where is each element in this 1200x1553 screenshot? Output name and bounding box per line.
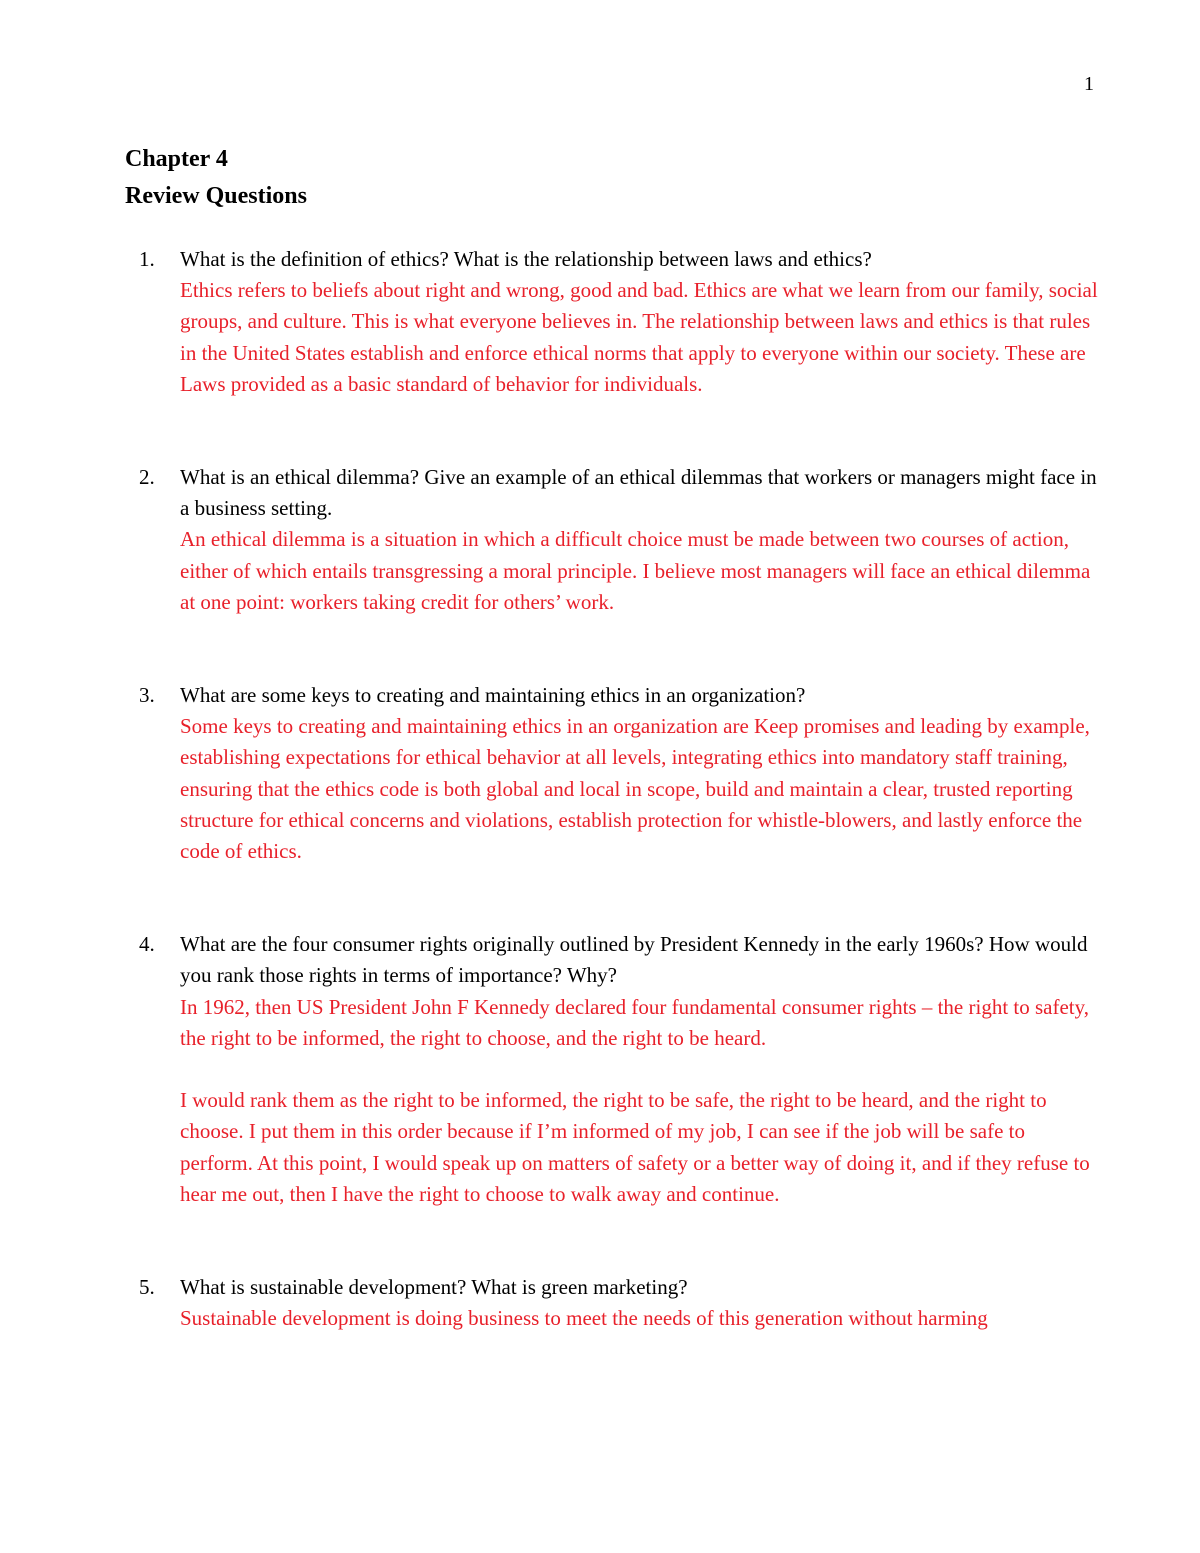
- question-number: 4.: [139, 932, 155, 957]
- page-number: 1: [1084, 73, 1094, 95]
- question-text: What is sustainable development? What is green marketing?: [180, 1275, 688, 1300]
- question-item: [125, 1272, 1100, 1334]
- answer-text: I would rank them as the right to be informed, the right to be safe, the right to be heard, and the right to choose. I put them in this order because if I’m informed of my job, I can see if the job will be safe to perform. At this point, I would speak up on matters of safety or a better way of doing it, and if they refuse to hear me out, then I have the right to choose to walk away and continue.: [180, 1088, 1090, 1206]
- question-number: 3.: [139, 683, 155, 708]
- answer-text: Ethics refers to beliefs about right and wrong, good and bad. Ethics are what we learn from our family, social groups, and culture. This is what everyone believes in. The relationship between laws and ethics is that rules in the United States establish and enforce ethical norms that apply to everyone within our society. These are Laws provided as a basic standard of behavior for individuals.: [180, 278, 1098, 396]
- question-number: 1.: [139, 247, 155, 271]
- question-list: [125, 244, 1100, 1396]
- question-number: 2.: [139, 465, 155, 490]
- question-number: 5.: [139, 1275, 155, 1300]
- question-item: [125, 244, 1100, 400]
- question-text: What is an ethical dilemma? Give an example of an ethical dilemmas that workers or managers might face in a business setting.: [180, 465, 1097, 521]
- answer-text: In 1962, then US President John F Kennedy declared four fundamental consumer rights – the right to safety, the right to be informed, the right to choose, and the right to be heard.: [180, 994, 1090, 1050]
- question-item: [125, 462, 1100, 618]
- question-text: What are some keys to creating and maintaining ethics in an organization?: [180, 683, 806, 708]
- answer-text: Some keys to creating and maintaining ethics in an organization are Keep promises and leading by example, establishing expectations for ethical behavior at all levels, integrating ethics into mandatory staff training, ensuring that the ethics code is both global and local in scope, build and maintain a clear, trusted reporting structure for ethical concerns and violations, establish protection for whistle-blowers, and lastly enforce the code of ethics.: [180, 714, 1090, 864]
- section-title: Review Questions: [125, 183, 307, 209]
- question-item: [125, 929, 1100, 1210]
- question-text: What are the four consumer rights originally outlined by President Kennedy in the early 1960s? How would you rank those rights in terms of importance? Why?: [180, 932, 1088, 988]
- question-item: [125, 680, 1100, 867]
- answer-text: Sustainable development is doing business to meet the needs of this generation without harming: [180, 1306, 988, 1331]
- question-text: What is the definition of ethics? What is the relationship between laws and ethics?: [180, 247, 872, 271]
- chapter-title: Chapter 4: [125, 146, 228, 172]
- answer-text: An ethical dilemma is a situation in which a difficult choice must be made between two courses of action, either of which entails transgressing a moral principle. I believe most managers will face an ethical dilemma at one point: workers taking credit for others’ work.: [180, 527, 1091, 614]
